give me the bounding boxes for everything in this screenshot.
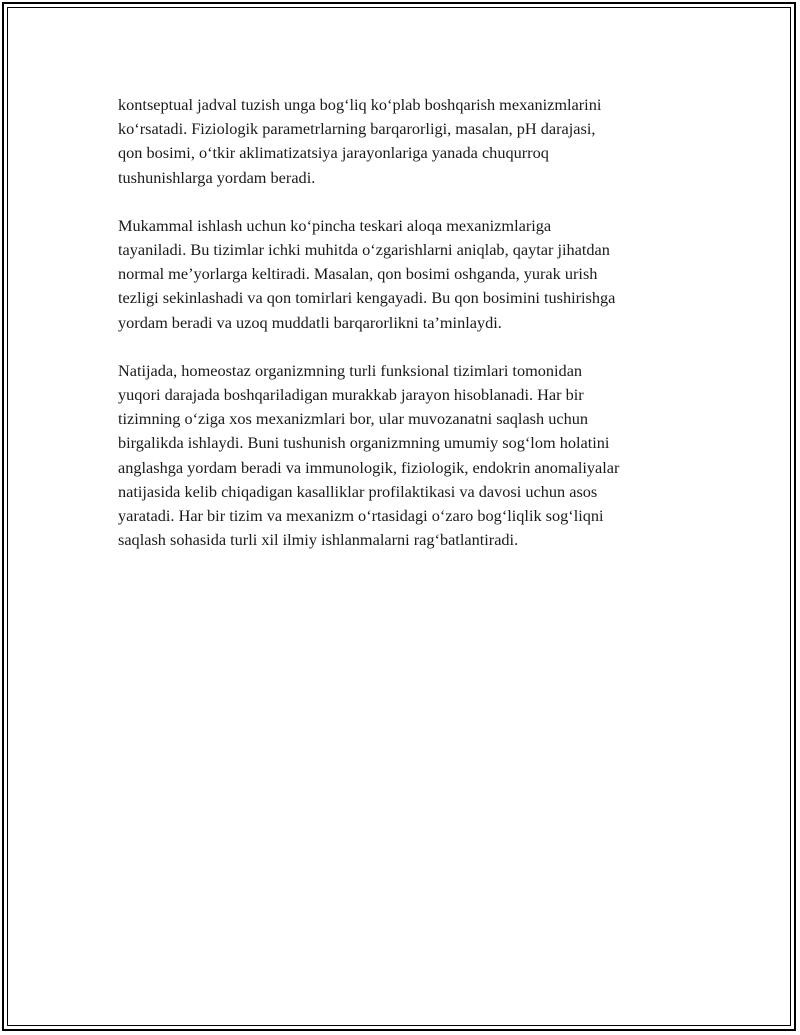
- document-body: [118, 93, 698, 576]
- paragraph-1: kontseptual jadval tuzish unga bog‘liq ko‘plab boshqarish mexanizmlarini ko‘rsatadi. Fiziologik parametrlarning barqarorligi, masalan, pH darajasi, qon bosimi, o‘tkir aklimatizatsiya jarayonlariga yanada chuqurroq tushunishlarga yordam beradi.: [118, 95, 602, 187]
- paragraph-2: Mukammal ishlash uchun ko‘pincha teskari aloqa mexanizmlariga tayaniladi. Bu tizimlar ichki muhitda o‘zgarishlarni aniqlab, qaytar jihatdan normal me’yorlarga keltiradi. Masalan, qon bosimi oshganda, yurak urish tezligi sekinlashadi va qon tomirlari kengayadi. Bu qon bosimini tushirishga yordam beradi va uzoq muddatli barqarorlikni ta’minlaydi.: [118, 215, 616, 332]
- paragraph-3: Natijada, homeostaz organizmning turli funksional tizimlari tomonidan yuqori darajada boshqariladigan murakkab jarayon hisoblanadi. Har bir tizimning o‘ziga xos mexanizmlari bor, ular muvozanatni saqlash uchun birgalikda ishlaydi. Buni tushunish organizmning umumiy sog‘lom holatini anglashga yordam beradi va immunologik, fiziologik, endokrin anomaliyalar natijasida kelib chiqadigan kasalliklar profilaktikasi va davosi uchun asos yaratadi. Har bir tizim va mexanizm o‘rtasidagi o‘zaro bog‘liqlik sog‘liqni saqlash sohasida turli xil ilmiy ishlanmalarni rag‘batlantiradi.: [118, 360, 620, 550]
